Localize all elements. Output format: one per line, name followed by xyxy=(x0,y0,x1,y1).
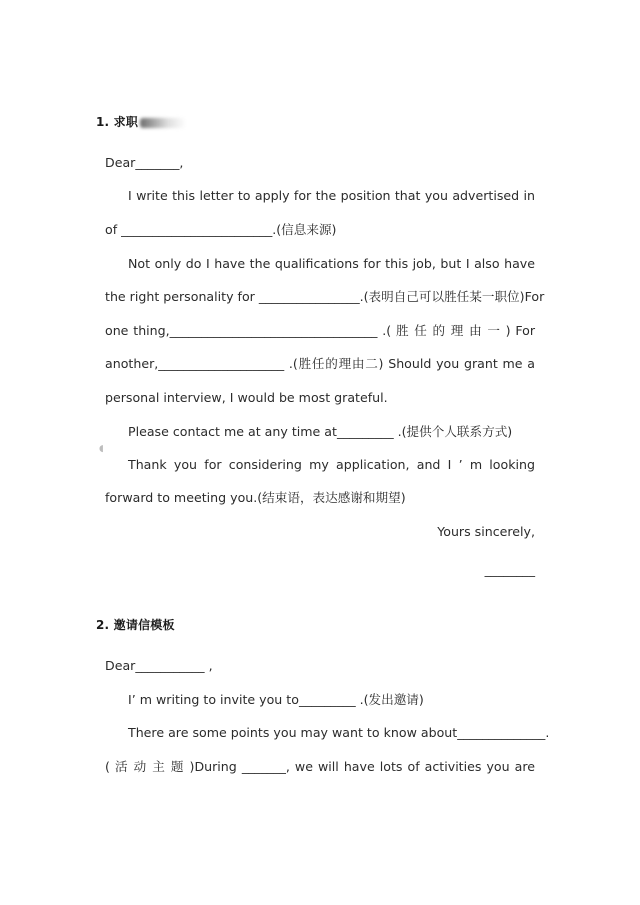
paragraph-2-line-5: personal interview, I would be most grateful. xyxy=(105,390,388,405)
paragraph-1-line-2: of ________________________.(信息来源) xyxy=(105,222,337,237)
invite-paragraph-2-line-1: There are some points you may want to know about______________. xyxy=(128,725,550,740)
paragraph-4-line-1: Thank you for considering my application, and I ’ m looking xyxy=(128,457,535,472)
paragraph-3: Please contact me at any time at_________ .(提供个人联系方式) xyxy=(128,424,513,439)
closing: Yours sincerely, xyxy=(437,524,535,539)
paragraph-1-line-1: I write this letter to apply for the position that you advertised in xyxy=(128,188,535,203)
margin-mark: ◖ xyxy=(99,444,104,454)
paragraph-2-line-1: Not only do I have the qualifications for this job, but I also have xyxy=(128,256,535,271)
salutation-1: Dear_______, xyxy=(105,155,184,170)
paragraph-2-line-3: one thing,_________________________________ .( 胜 任 的 理 由 一 ) For xyxy=(105,323,535,338)
paragraph-4-line-2: forward to meeting you.(结束语，表达感谢和期望) xyxy=(105,490,406,505)
signature-line: ________ xyxy=(484,562,535,577)
section-2-heading: 2. 邀请信模板 xyxy=(96,618,175,632)
paragraph-2-line-4: another,____________________ .(胜任的理由二) Should you grant me a xyxy=(105,356,535,371)
invite-paragraph-1: I’ m writing to invite you to_________ .(发出邀请) xyxy=(128,692,424,707)
blurred-title-tail xyxy=(140,118,186,128)
paragraph-2-line-2: the right personality for ________________.(表明自己可以胜任某一职位)For xyxy=(105,289,545,304)
salutation-2: Dear___________ , xyxy=(105,658,213,673)
invite-paragraph-2-line-2: ( 活 动 主 题 )During _______, we will have lots of activities you are xyxy=(105,759,535,774)
section-1-heading: 1. 求职 xyxy=(96,113,186,130)
